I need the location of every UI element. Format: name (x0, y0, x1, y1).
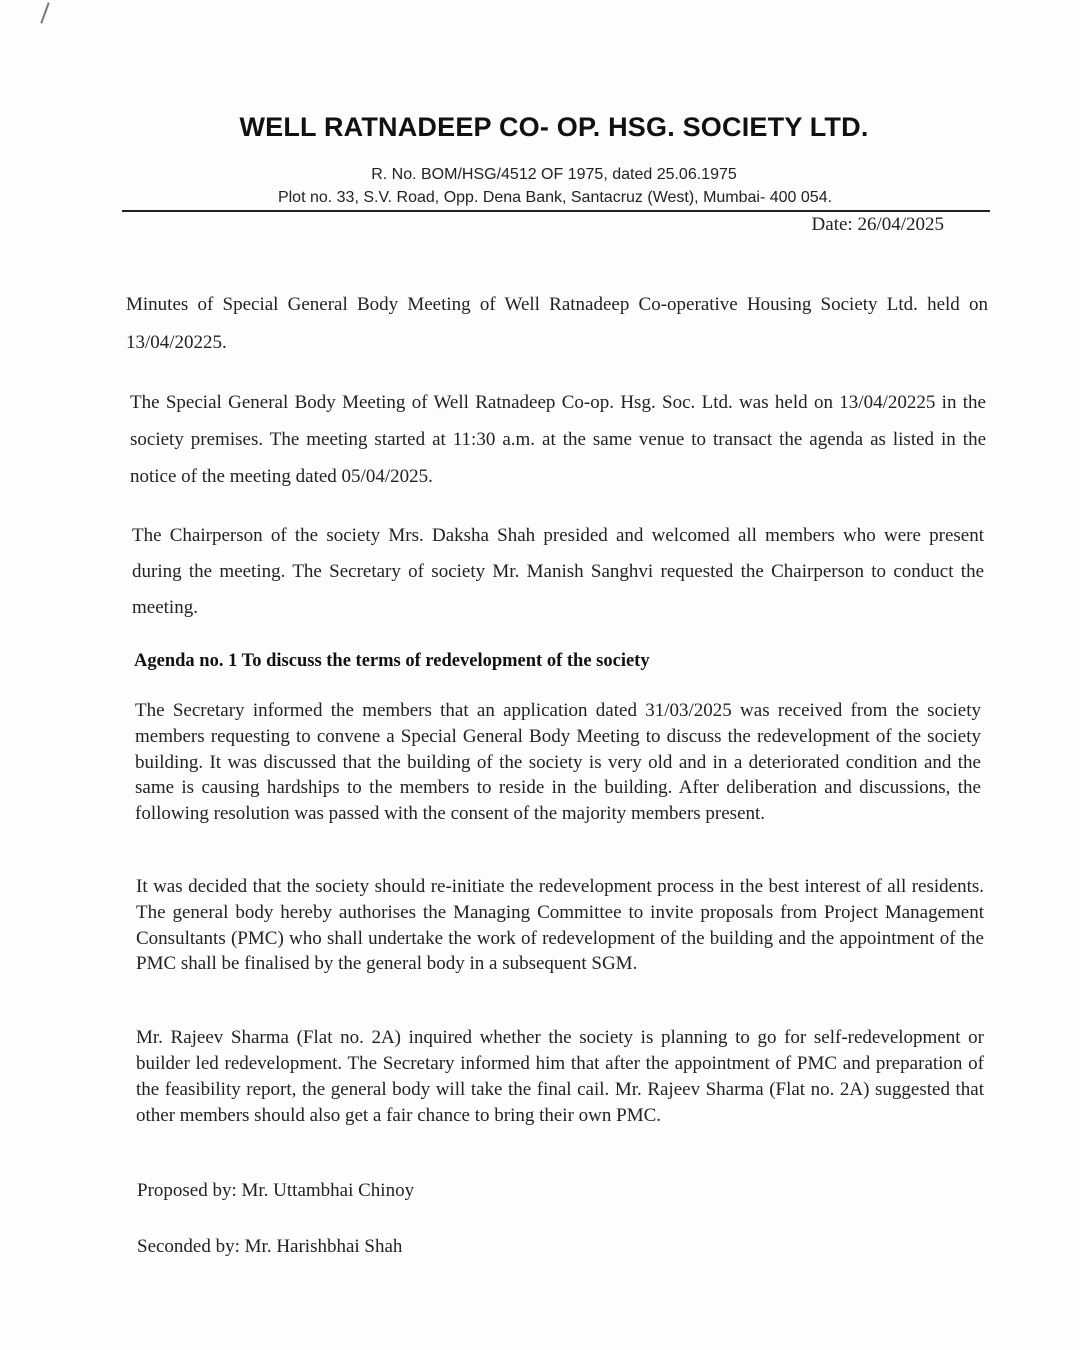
proposed-by: Proposed by: Mr. Uttambhai Chinoy (137, 1180, 415, 1201)
header-divider (122, 210, 990, 212)
meeting-paragraph: The Special General Body Meeting of Well Ratnadeep Co-op. Hsg. Soc. Ltd. was held on 13/04/20225 in the society premises. The meeting started at 11:30 a.m. at the same venue to transact the agenda as listed in the notice of the meeting dated 05/04/2025. (130, 392, 986, 487)
resolution-paragraph: It was decided that the society should re-initiate the redevelopment process in the best interest of all residents. The general body hereby authorises the Managing Committee to invite proposals from Project Management Consultants (PMC) who shall undertake the work of redevelopment of the building and the appointment of the PMC shall be finalised by the general body in a subsequent SGM. (136, 876, 984, 975)
seconded-by: Seconded by: Mr. Harishbhai Shah (137, 1236, 403, 1257)
society-title: WELL RATNADEEP CO- OP. HSG. SOCIETY LTD. (239, 112, 869, 142)
registration-line: R. No. BOM/HSG/4512 OF 1975, dated 25.06.1975 (371, 166, 737, 183)
agenda-heading: Agenda no. 1 To discuss the terms of redevelopment of the society (134, 651, 650, 671)
chairperson-paragraph: The Chairperson of the society Mrs. Daksha Shah presided and welcomed all members who were present during the meeting. The Secretary of society Mr. Manish Sanghvi requested the Chairperson to conduct the meeting. (132, 525, 984, 618)
secretary-paragraph: The Secretary informed the members that an application dated 31/03/2025 was received from the society members requesting to convene a Special General Body Meeting to discuss the redevelopment of the society building. It was discussed that the building of the society is very old and in a deteriorated condition and the same is causing hardships to the members to reside in the building. After deliberation and discussions, the following resolution was passed with the consent of the majority members present. (135, 700, 981, 825)
intro-paragraph: Minutes of Special General Body Meeting of Well Ratnadeep Co-operative Housing Society Ltd. held on 13/04/20225. (126, 294, 988, 353)
pen-mark (40, 2, 49, 23)
document-date: Date: 26/04/2025 (811, 214, 944, 235)
address-line: Plot no. 33, S.V. Road, Opp. Dena Bank, Santacruz (West), Mumbai- 400 054. (277, 189, 833, 206)
member-query-paragraph: Mr. Rajeev Sharma (Flat no. 2A) inquired whether the society is planning to go for self-redevelopment or builder led redevelopment. The Secretary informed him that after the appointment of PMC and preparation of the feasibility report, the general body will take the final cail. Mr. Rajeev Sharma (Flat no. 2A) suggested that other members should also get a fair chance to bring their own PMC. (136, 1027, 984, 1126)
